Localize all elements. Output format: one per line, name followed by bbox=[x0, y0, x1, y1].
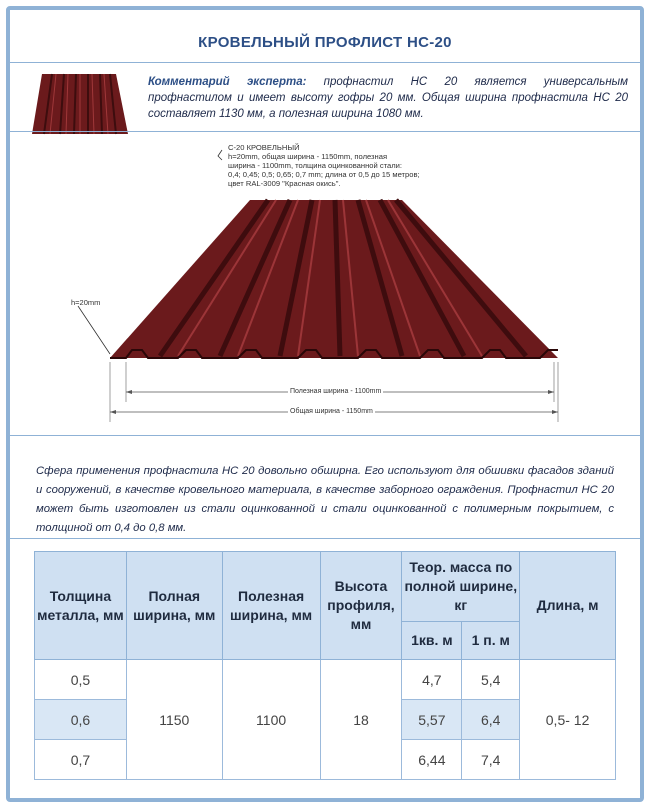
cell-useful-width: 1100 bbox=[222, 660, 320, 780]
spec-line: ширина - 1100mm, толщина оцинкованной стали: bbox=[228, 161, 403, 170]
cell-mass-sqm: 6,44 bbox=[402, 740, 462, 780]
total-width-label: Общая ширина - 1150mm bbox=[290, 408, 373, 415]
header-useful-width: Полезная ширина, мм bbox=[222, 552, 320, 660]
expert-text: профнастил НС 20 является универсальным профнастилом и имеет высоту гофры 20 мм. Общая ширина профнастила НС 20 составляет 1130 мм, а полезная ширина 1080 мм. bbox=[148, 76, 628, 120]
header-length: Длина, м bbox=[520, 552, 616, 660]
cell-thickness: 0,6 bbox=[35, 700, 127, 740]
useful-width-label: Полезная ширина - 1100mm bbox=[290, 388, 382, 395]
divider bbox=[10, 435, 640, 436]
cell-mass-lm: 6,4 bbox=[462, 700, 520, 740]
profile-sheet-drawing bbox=[10, 10, 640, 430]
spec-line: цвет RAL-3009 "Красная окись". bbox=[228, 179, 341, 188]
expert-label: Комментарий эксперта: bbox=[148, 76, 307, 88]
cell-length: 0,5- 12 bbox=[520, 660, 616, 780]
cell-mass-lm: 7,4 bbox=[462, 740, 520, 780]
cell-full-width: 1150 bbox=[126, 660, 222, 780]
header-thickness: Толщина металла, мм bbox=[35, 552, 127, 660]
cell-thickness: 0,5 bbox=[35, 660, 127, 700]
divider bbox=[10, 538, 640, 539]
spec-line: h=20mm, общая ширина - 1150mm, полезная bbox=[228, 152, 388, 161]
spec-line: С-20 КРОВЕЛЬНЫЙ bbox=[228, 143, 300, 152]
table-row bbox=[35, 660, 616, 700]
header-mass: Теор. масса по полной ширине, кг bbox=[402, 552, 520, 622]
height-label: h=20mm bbox=[71, 298, 101, 307]
header-mass-sqm: 1кв. м bbox=[402, 622, 462, 660]
header-height: Высота профиля, мм bbox=[320, 552, 402, 660]
page-frame bbox=[6, 6, 644, 802]
spec-note bbox=[228, 143, 478, 188]
cell-mass-sqm: 5,57 bbox=[402, 700, 462, 740]
header-mass-lm: 1 п. м bbox=[462, 622, 520, 660]
header-full-width: Полная ширина, мм bbox=[126, 552, 222, 660]
spec-line: 0,4; 0,45; 0,5; 0,65; 0,7 mm; длина от 0,5 до 15 метров; bbox=[228, 170, 420, 179]
cell-height: 18 bbox=[320, 660, 402, 780]
cell-thickness: 0,7 bbox=[35, 740, 127, 780]
page-title: КРОВЕЛЬНЫЙ ПРОФЛИСТ НС-20 bbox=[198, 34, 452, 51]
cell-mass-sqm: 4,7 bbox=[402, 660, 462, 700]
application-scope-text: Сфера применения профнастила НС 20 довольно обширна. Его используют для обшивки фасадов зданий и сооружений, в качестве кровельного материала, в качестве заборного ограждения. Профнастил НС 20 может быть изготовлен из стали оцинкованной и стали оцинкованной с полимерным покрытием, с толщиной от 0,4 до 0,8 мм. bbox=[36, 465, 614, 534]
cell-mass-lm: 5,4 bbox=[462, 660, 520, 700]
specs-table bbox=[34, 551, 616, 780]
